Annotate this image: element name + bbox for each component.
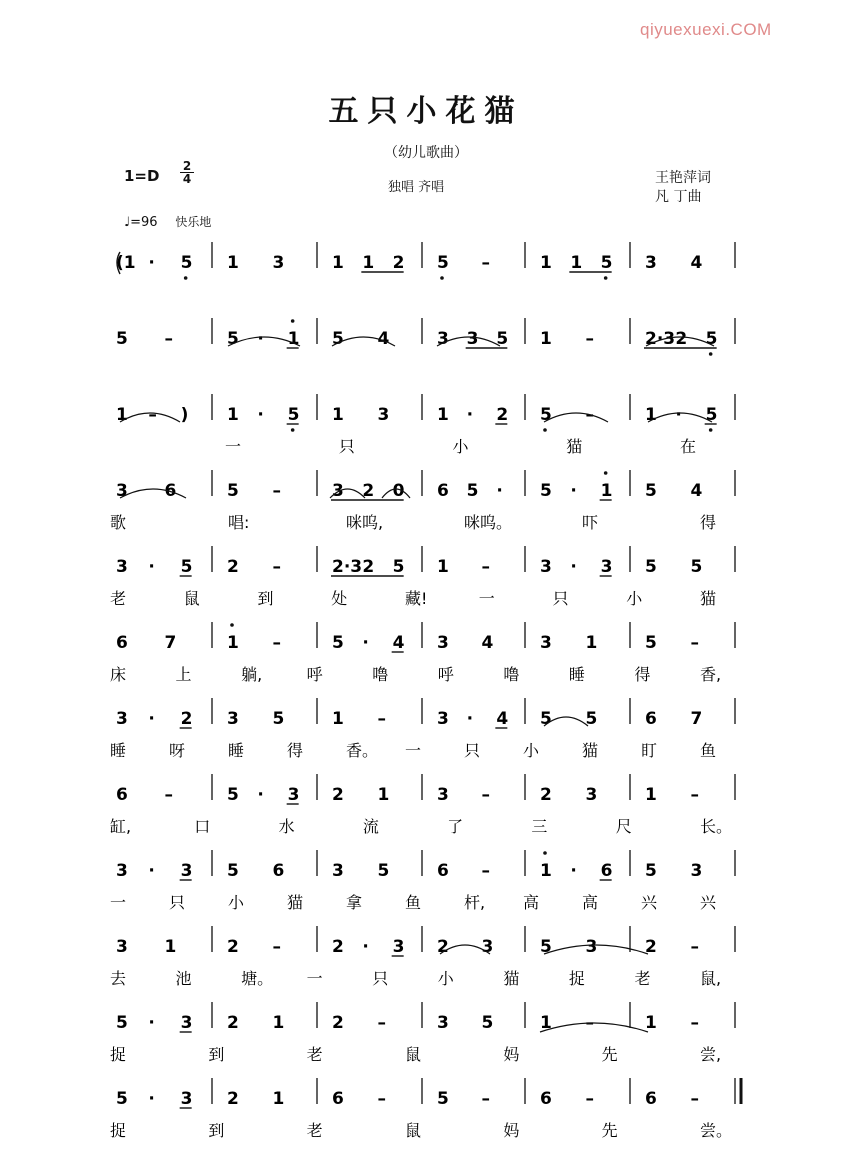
lyric-syllable: 流 (362, 817, 379, 836)
lyric-syllable: 只 (372, 969, 389, 988)
note: 2 (645, 937, 657, 957)
note: 1 (272, 1013, 285, 1033)
lyric-syllable: 床 (110, 665, 127, 684)
octave-down-dot (184, 276, 188, 280)
note: 3 (227, 709, 239, 729)
note: 3 (437, 329, 449, 349)
note: 4 (690, 481, 703, 501)
lyric-syllable: 高 (523, 893, 540, 912)
note: 1 (272, 1089, 285, 1109)
lyric-syllable: 睡 (110, 741, 127, 760)
lyric-syllable: 老 (306, 1121, 323, 1140)
note: 2 (332, 785, 344, 805)
note: 2 (675, 329, 688, 349)
note: 5 (705, 329, 718, 349)
lyric-syllable: 先 (601, 1045, 618, 1064)
lyric-syllable: 兴 (641, 893, 658, 912)
note: 5 (540, 937, 552, 957)
note: 5 (392, 557, 405, 577)
note: 3 (392, 937, 405, 957)
lyric-syllable: 得 (700, 513, 717, 532)
note: 5 (645, 557, 657, 577)
note: 2·3 (645, 329, 676, 349)
lyric-syllable: 捉 (568, 969, 585, 988)
octave-down-dot (543, 428, 547, 432)
note: 1 (164, 937, 177, 957)
lyric-syllable: 到 (257, 589, 274, 608)
lyric-syllable: 小 (626, 589, 643, 608)
lyric-syllable: 香, (700, 665, 722, 684)
note: 3 (116, 861, 128, 881)
dot-note: · (362, 937, 369, 957)
note: 2 (437, 937, 449, 957)
lyric-syllable: 尺 (615, 817, 632, 836)
lyric-syllable: 一 (306, 969, 323, 988)
note: 6 (437, 861, 449, 881)
note: 3 (116, 709, 128, 729)
dot-note: · (570, 481, 577, 501)
dash-note: – (272, 937, 281, 957)
lyric-syllable: 拿 (346, 893, 363, 912)
note: 5 (540, 405, 552, 425)
note: 3 (116, 937, 128, 957)
lyric-syllable: 香。 (346, 741, 379, 760)
note: 2 (227, 1089, 239, 1109)
lyric-syllable: 杆, (464, 893, 486, 912)
note: 1 (645, 1013, 657, 1033)
dash-note: – (377, 1089, 386, 1109)
note: 3 (585, 785, 598, 805)
dash-note: – (690, 1089, 699, 1109)
lyric-syllable: 一 (405, 741, 422, 760)
lyric-syllable: 睡 (228, 741, 245, 760)
note: 5 (180, 557, 193, 577)
note: 1 (437, 405, 449, 425)
dot-note: · (570, 557, 577, 577)
note: 5 (540, 709, 552, 729)
octave-down-dot (291, 428, 295, 432)
lyric-syllable: 呼 (437, 665, 454, 684)
dash-note: – (690, 785, 699, 805)
note: 3 (116, 557, 128, 577)
lyric-syllable: 猫 (566, 437, 583, 456)
dot-note: · (466, 405, 474, 425)
lyric-syllable: 先 (601, 1121, 618, 1140)
lyric-syllable: 只 (552, 589, 569, 608)
lyric-syllable: 鼠 (405, 1045, 422, 1064)
note: 5 (437, 1089, 449, 1109)
note: 3 (180, 1013, 193, 1033)
note: 2 (227, 1013, 239, 1033)
dash-note: – (377, 1013, 386, 1033)
lyric-syllable: 尝。 (700, 1121, 733, 1140)
lyric-syllable: 盯 (641, 741, 658, 760)
note: 1 (377, 785, 390, 805)
dash-note: – (272, 557, 281, 577)
note: 2 (540, 785, 552, 805)
note: 3 (332, 481, 344, 501)
octave-down-dot (440, 276, 444, 280)
dash-note: – (690, 1013, 699, 1033)
lyric-syllable: 池 (175, 969, 192, 988)
lyric-syllable: 妈 (503, 1121, 520, 1140)
lyric-syllable: 长。 (700, 817, 733, 836)
note: ) (180, 405, 189, 425)
note: 3 (180, 861, 193, 881)
note: 1 (227, 405, 239, 425)
lyric-syllable: 高 (582, 893, 599, 912)
composer-credit: 凡 丁曲 (655, 189, 702, 205)
dash-note: – (272, 633, 281, 653)
lyric-syllable: 只 (169, 893, 186, 912)
dot-note: · (148, 253, 155, 273)
lyric-syllable: 只 (338, 437, 355, 456)
note: 5 (437, 253, 449, 273)
slur-tie (544, 413, 608, 422)
note: 6 (116, 785, 128, 805)
lyric-syllable: 鱼 (700, 741, 717, 760)
note: 5 (600, 253, 613, 273)
lyric-syllable: 三 (531, 817, 548, 836)
note: 3 (645, 253, 657, 273)
note: 4 (690, 253, 703, 273)
note: 5 (481, 1013, 494, 1033)
note: 4 (377, 329, 390, 349)
note: 5 (272, 709, 285, 729)
note: 3 (585, 937, 598, 957)
note: 3 (437, 785, 449, 805)
lyric-syllable: 处 (331, 589, 348, 608)
dash-note: – (585, 405, 594, 425)
dash-note: – (690, 937, 699, 957)
lyric-syllable: 到 (208, 1121, 225, 1140)
dash-note: – (481, 785, 490, 805)
tempo-text: 快乐地 (175, 215, 212, 229)
dot-note: · (675, 405, 682, 425)
note: 2 (332, 937, 344, 957)
lyric-syllable: 鼠 (405, 1121, 422, 1140)
octave-up-dot (291, 319, 295, 323)
lyric-syllable: 了 (447, 817, 464, 836)
note: 2 (227, 937, 239, 957)
note: 1 (287, 329, 300, 349)
note: 3 (437, 633, 449, 653)
dash-note: – (164, 329, 173, 349)
note: 5 (332, 633, 344, 653)
lyric-syllable: 猫 (503, 969, 520, 988)
note: 3 (690, 861, 703, 881)
note: 5 (227, 861, 239, 881)
lyric-syllable: 一 (225, 437, 242, 456)
dash-note: – (585, 1013, 594, 1033)
octave-up-dot (604, 471, 608, 475)
note: 6 (645, 709, 657, 729)
note: 1 (332, 405, 344, 425)
lyric-syllable: 一 (478, 589, 495, 608)
note: 1 (540, 253, 552, 273)
dash-note: – (481, 253, 490, 273)
note: 5 (540, 481, 552, 501)
dot-note: · (148, 557, 155, 577)
lyric-syllable: 得 (287, 741, 304, 760)
note: 6 (164, 481, 177, 501)
note: 0 (392, 481, 405, 501)
note: 5 (227, 785, 239, 805)
lyric-syllable: 呼 (306, 665, 323, 684)
dash-note: – (481, 1089, 490, 1109)
note: 3 (116, 481, 128, 501)
dash-note: – (377, 709, 386, 729)
lyric-syllable: 老 (634, 969, 651, 988)
note: 5 (116, 329, 128, 349)
note: 1 (570, 253, 583, 273)
lyric-syllable: 猫 (582, 741, 599, 760)
dot-note: · (466, 709, 474, 729)
lyric-syllable: 老 (110, 589, 127, 608)
performance-style: 独唱 齐唱 (388, 180, 445, 195)
note: 5 (332, 329, 344, 349)
note: 5 (645, 481, 657, 501)
note: 3 (466, 329, 479, 349)
lyric-syllable: 睡 (568, 665, 585, 684)
note: 6 (600, 861, 613, 881)
lyric-syllable: 在 (680, 437, 697, 456)
song-subtitle: （幼儿歌曲） (384, 145, 468, 161)
note: 2 (392, 253, 405, 273)
dot-note: · (496, 481, 503, 501)
note: 1 (600, 481, 613, 501)
key-signature: 1=D (124, 167, 160, 185)
octave-down-dot (604, 276, 608, 280)
lyric-syllable: 噜 (503, 665, 520, 684)
octave-up-dot (230, 623, 234, 627)
note: 1 (645, 785, 657, 805)
note: 1 (332, 709, 344, 729)
note: 5 (377, 861, 390, 881)
note: 5 (645, 633, 657, 653)
note: 2 (227, 557, 239, 577)
note: 5 (227, 481, 239, 501)
note: 3 (272, 253, 285, 273)
note: 5 (287, 405, 300, 425)
note: 5 (466, 481, 479, 501)
note: 2·3 (332, 557, 363, 577)
lyric-syllable: 藏! (405, 589, 428, 608)
dot-note: · (148, 861, 155, 881)
lyric-syllable: 捉 (110, 1121, 127, 1140)
dot-note: · (570, 861, 577, 881)
note: 1 (645, 405, 657, 425)
lyric-syllable: 小 (437, 969, 454, 988)
note: 1 (540, 1013, 552, 1033)
note: 6 (116, 633, 128, 653)
lyric-syllable: 鱼 (405, 893, 422, 912)
lyric-syllable: 尝, (700, 1045, 722, 1064)
note: 1 (540, 329, 552, 349)
dash-note: – (585, 1089, 594, 1109)
note: 5 (690, 557, 703, 577)
lyric-syllable: 老 (306, 1045, 323, 1064)
note: 3 (437, 709, 449, 729)
note: 2 (180, 709, 193, 729)
song-title: 五只小花猫 (328, 94, 524, 129)
dash-note: – (272, 481, 281, 501)
note: 1 (540, 861, 552, 881)
note: 3 (332, 861, 344, 881)
note: 3 (481, 937, 494, 957)
note: 2 (362, 557, 375, 577)
note: 5 (227, 329, 239, 349)
lyric-syllable: 猫 (287, 893, 304, 912)
note: 3 (437, 1013, 449, 1033)
lyric-syllable: 水 (278, 817, 295, 836)
note: 3 (540, 633, 552, 653)
note: 5 (585, 709, 598, 729)
dash-note: – (690, 633, 699, 653)
lyric-syllable: 咪呜, (346, 513, 384, 532)
lyric-syllable: 塘。 (241, 969, 274, 988)
octave-up-dot (543, 851, 547, 855)
note: 6 (645, 1089, 657, 1109)
lyric-syllable: 兴 (700, 893, 717, 912)
lyric-syllable: 吓 (582, 513, 599, 532)
dot-note: · (257, 405, 264, 425)
note: 1 (585, 633, 598, 653)
dot-note: · (257, 329, 264, 349)
dot-note: · (362, 633, 369, 653)
note: 5 (116, 1089, 128, 1109)
note: 5 (180, 253, 193, 273)
lyricist-credit: 王艳萍词 (655, 170, 711, 186)
lyric-syllable: 噜 (372, 665, 389, 684)
lyric-syllable: 鼠, (700, 969, 722, 988)
note: 1 (362, 253, 375, 273)
dash-note: – (481, 861, 490, 881)
note: 6 (437, 481, 449, 501)
dot-note: · (148, 1089, 155, 1109)
lyric-syllable: 唱: (228, 513, 250, 532)
note: 3 (540, 557, 552, 577)
note: 5 (645, 861, 657, 881)
note: 6 (540, 1089, 552, 1109)
lyric-syllable: 只 (464, 741, 481, 760)
dot-note: · (148, 709, 155, 729)
note: 2 (362, 481, 375, 501)
lyric-syllable: 小 (452, 437, 469, 456)
lyric-syllable: 猫 (700, 589, 717, 608)
dash-note: – (148, 405, 157, 425)
dash-note: – (585, 329, 594, 349)
lyric-syllable: 口 (194, 817, 211, 836)
lyric-syllable: 上 (175, 665, 192, 684)
lyric-syllable: 妈 (503, 1045, 520, 1064)
note: 3 (287, 785, 300, 805)
note: 1 (332, 253, 344, 273)
octave-down-dot (709, 352, 713, 356)
note: 3 (600, 557, 613, 577)
note: 1 (116, 405, 128, 425)
note: 5 (496, 329, 509, 349)
time-signature-top: 2 (182, 159, 192, 173)
time-signature-bottom: 4 (182, 172, 192, 186)
dash-note: – (164, 785, 173, 805)
note: 1 (227, 253, 239, 273)
note: 3 (377, 405, 390, 425)
lyric-syllable: 到 (208, 1045, 225, 1064)
note: 2 (496, 405, 509, 425)
lyric-syllable: 得 (634, 665, 651, 684)
lyric-syllable: 鼠 (183, 589, 200, 608)
note: 7 (164, 633, 177, 653)
tempo-mark: ♩=96 (124, 215, 158, 230)
note: 3 (180, 1089, 193, 1109)
note: (1 (116, 253, 136, 273)
dash-note: – (481, 557, 490, 577)
note: 5 (116, 1013, 128, 1033)
note: 2 (332, 1013, 344, 1033)
note: 4 (496, 709, 509, 729)
note: 4 (481, 633, 494, 653)
lyric-syllable: 小 (523, 741, 540, 760)
watermark: qiyuexuexi.COM (640, 20, 772, 39)
note: 6 (332, 1089, 344, 1109)
lyric-syllable: 歌 (110, 513, 127, 532)
note: 1 (227, 633, 239, 653)
lyric-syllable: 一 (110, 893, 127, 912)
note: 7 (690, 709, 703, 729)
dot-note: · (257, 785, 264, 805)
lyric-syllable: 小 (228, 893, 245, 912)
lyric-syllable: 缸, (110, 817, 132, 836)
lyric-syllable: 躺, (241, 665, 263, 684)
lyric-syllable: 去 (110, 969, 127, 988)
note: 1 (437, 557, 449, 577)
note: 6 (272, 861, 285, 881)
note: 5 (705, 405, 718, 425)
lyric-syllable: 呀 (169, 741, 186, 760)
octave-down-dot (709, 428, 713, 432)
lyric-syllable: 捉 (110, 1045, 127, 1064)
slur-tie (540, 1023, 648, 1032)
dot-note: · (148, 1013, 155, 1033)
note: 4 (392, 633, 405, 653)
lyric-syllable: 咪呜。 (464, 513, 513, 532)
